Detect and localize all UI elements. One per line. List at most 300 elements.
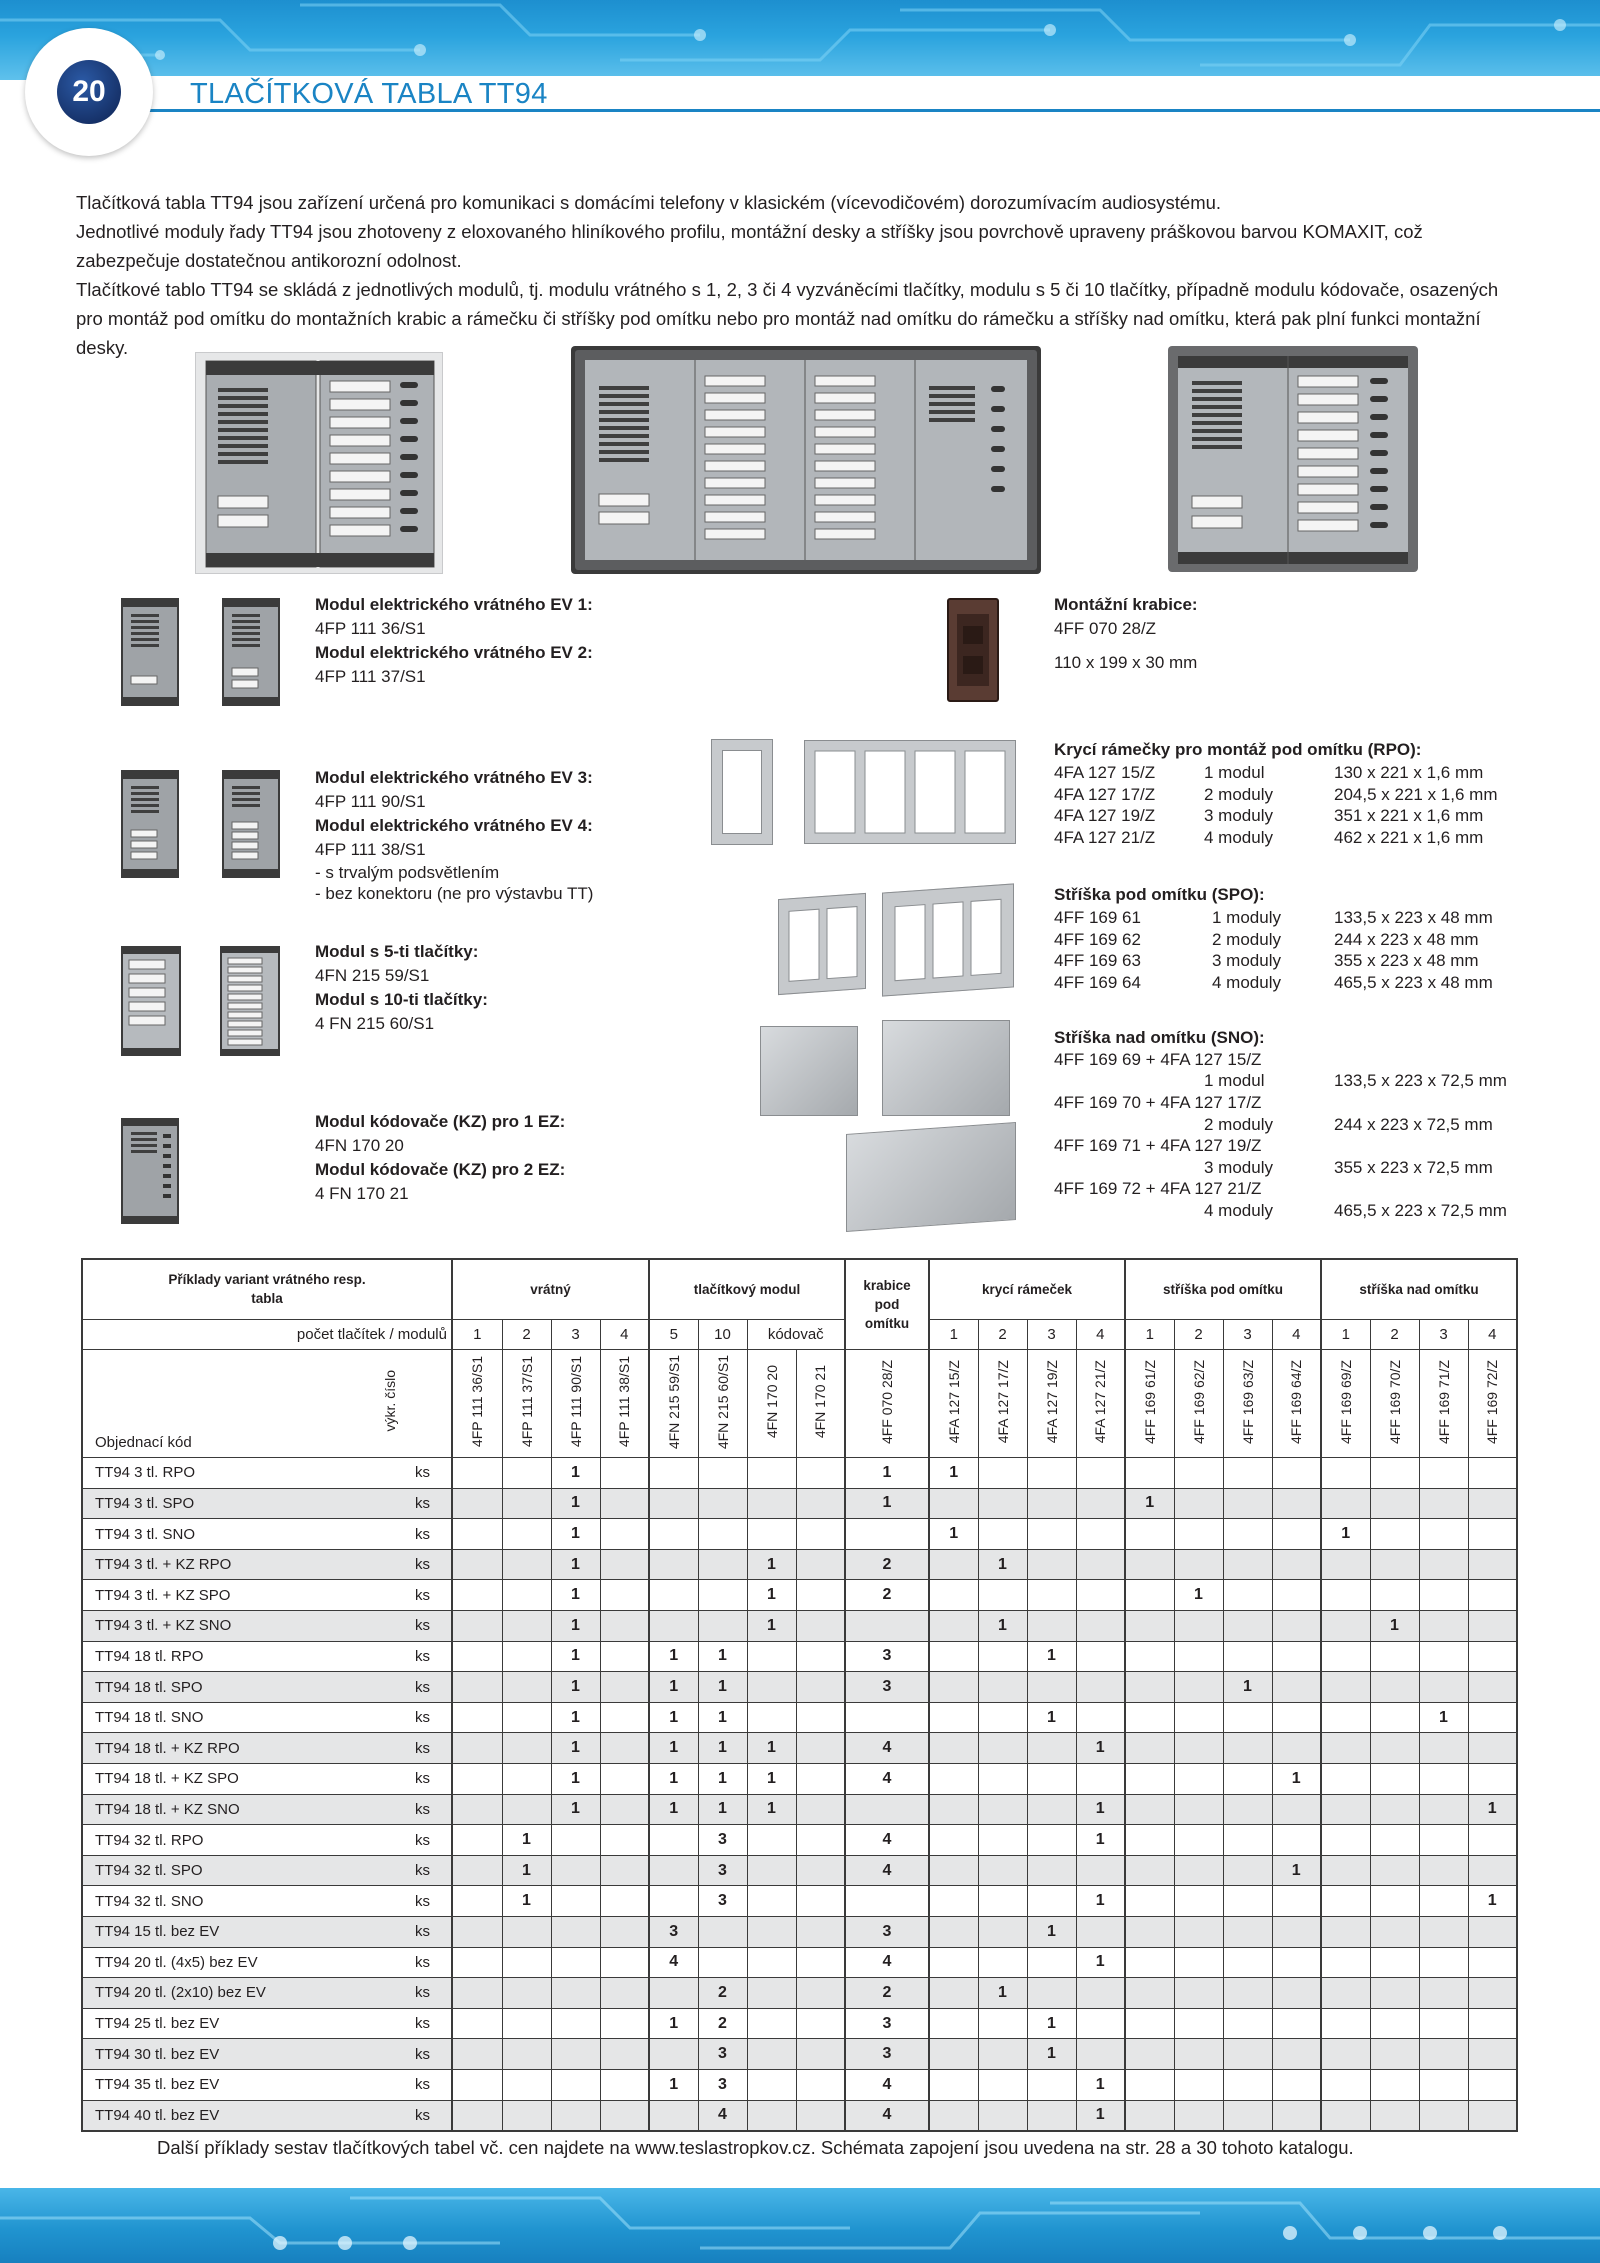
product-code-header [1468, 1350, 1517, 1458]
quantity-cell [649, 1488, 698, 1519]
product-code-header [698, 1350, 747, 1458]
quantity-cell: 3 [845, 2008, 929, 2039]
row-unit: ks [404, 1580, 452, 1611]
count-cell: 3 [1027, 1319, 1076, 1350]
quantity-cell: 1 [551, 1641, 600, 1672]
quantity-cell [1174, 2039, 1223, 2070]
quantity-cell [1272, 1672, 1321, 1703]
quantity-cell: 3 [698, 2039, 747, 2070]
quantity-cell [1174, 1519, 1223, 1550]
quantity-cell [502, 1764, 551, 1795]
quantity-cell [978, 1519, 1027, 1550]
quantity-cell [1223, 1764, 1272, 1795]
quantity-cell [1125, 2069, 1174, 2100]
variants-table [81, 1258, 1518, 2132]
quantity-cell [1321, 2008, 1370, 2039]
quantity-cell [551, 1825, 600, 1856]
product-code-header [929, 1350, 978, 1458]
quantity-cell [502, 2100, 551, 2131]
quantity-cell [978, 1886, 1027, 1917]
row-label: TT94 32 tl. SNO [82, 1886, 404, 1917]
quantity-cell [1174, 1458, 1223, 1489]
quantity-cell: 1 [551, 1519, 600, 1550]
quantity-cell: 4 [845, 1947, 929, 1978]
quantity-cell [1076, 1978, 1125, 2009]
table-row [82, 1641, 1517, 1672]
quantity-cell [845, 1611, 929, 1642]
row-label: TT94 40 tl. bez EV [82, 2100, 404, 2131]
quantity-cell [1027, 1825, 1076, 1856]
quantity-cell: 3 [698, 1886, 747, 1917]
row-label: TT94 3 tl. RPO [82, 1458, 404, 1489]
order-label: Objednací kód [95, 1434, 192, 1452]
quantity-cell: 3 [649, 1917, 698, 1948]
quantity-cell [1223, 1611, 1272, 1642]
table-row [82, 1886, 1517, 1917]
product-code: 4FP 111 36/S1 [469, 1356, 486, 1448]
count-cell: 1 [929, 1319, 978, 1350]
quantity-cell: 3 [845, 1917, 929, 1948]
quantity-cell [1272, 1886, 1321, 1917]
quantity-cell [1321, 1702, 1370, 1733]
quantity-cell [551, 2100, 600, 2131]
quantity-cell: 1 [649, 1794, 698, 1825]
quantity-cell: 3 [845, 2039, 929, 2070]
quantity-cell: 1 [551, 1488, 600, 1519]
quantity-cell: 4 [698, 2100, 747, 2131]
product-code-header [1370, 1350, 1419, 1458]
quantity-cell: 4 [845, 1825, 929, 1856]
spec-row: 4FA 127 15/Z 1 modul 130 x 221 x 1,6 mm [1054, 763, 1484, 782]
quantity-cell [929, 1702, 978, 1733]
quantity-cell [747, 2008, 796, 2039]
quantity-cell [747, 1947, 796, 1978]
quantity-cell [452, 2069, 502, 2100]
quantity-cell [1027, 1672, 1076, 1703]
quantity-cell [1027, 1519, 1076, 1550]
quantity-cell: 1 [551, 1733, 600, 1764]
quantity-cell [1370, 1672, 1419, 1703]
quantity-cell [1174, 1488, 1223, 1519]
quantity-cell [600, 1794, 649, 1825]
row-label: TT94 18 tl. + KZ SPO [82, 1764, 404, 1795]
quantity-cell: 1 [649, 1733, 698, 1764]
quantity-cell [1076, 1855, 1125, 1886]
quantity-cell: 1 [1076, 1825, 1125, 1856]
quantity-cell [929, 1794, 978, 1825]
quantity-cell [1370, 1855, 1419, 1886]
quantity-cell [698, 1458, 747, 1489]
count-cell: 3 [1223, 1319, 1272, 1350]
quantity-cell [452, 1825, 502, 1856]
quantity-cell [1370, 1580, 1419, 1611]
cover-sno-1-photo [760, 1026, 858, 1116]
quantity-cell [1125, 1702, 1174, 1733]
table-row [82, 1764, 1517, 1795]
quantity-cell: 1 [929, 1519, 978, 1550]
quantity-cell [1125, 1733, 1174, 1764]
quantity-cell: 4 [649, 1947, 698, 1978]
quantity-cell [1272, 1549, 1321, 1580]
quantity-cell: 1 [551, 1794, 600, 1825]
quantity-cell: 1 [1419, 1702, 1468, 1733]
quantity-cell [600, 2100, 649, 2131]
quantity-cell: 1 [1027, 1917, 1076, 1948]
quantity-cell [1370, 2008, 1419, 2039]
intro-paragraph: Tlačítkové tablo TT94 se skládá z jednotlivých modulů, tj. modulu vrátného s 1, 2, 3 či 4 vyzváněcími tlačítky, modulu s 5 či 10 tlačítky, případně modulu kódovače, osazených pro montáž pod omítku do montažních krabic a rámečku či stříšky pod omítku nebo pro montáž nad omítku do rámečku a stříšky nad omítku, která pak plní funkci montažní desky. [76, 279, 1499, 358]
module-note: - s trvalým podsvětlením [315, 863, 500, 882]
row-label: TT94 30 tl. bez EV [82, 2039, 404, 2070]
quantity-cell [1223, 1825, 1272, 1856]
quantity-cell [1174, 1855, 1223, 1886]
quantity-cell [796, 1917, 845, 1948]
quantity-cell: 1 [1076, 2069, 1125, 2100]
quantity-cell [978, 1580, 1027, 1611]
table-row [82, 1978, 1517, 2009]
quantity-cell [1272, 2069, 1321, 2100]
quantity-cell [452, 1886, 502, 1917]
row-unit: ks [404, 1672, 452, 1703]
module-desc-ev12 [315, 593, 593, 689]
quantity-cell [1223, 1947, 1272, 1978]
quantity-cell [1419, 2069, 1468, 2100]
quantity-cell [1272, 1641, 1321, 1672]
table-row [82, 1488, 1517, 1519]
header-circuit-band [0, 0, 1600, 80]
quantity-cell [796, 1611, 845, 1642]
quantity-cell [452, 2008, 502, 2039]
frame-rpo-4-photo [804, 740, 1016, 844]
quantity-cell: 1 [747, 1611, 796, 1642]
quantity-cell [1223, 1641, 1272, 1672]
quantity-cell [551, 2008, 600, 2039]
quantity-cell [1076, 2039, 1125, 2070]
quantity-cell [747, 1702, 796, 1733]
quantity-cell [1125, 1611, 1174, 1642]
quantity-cell [502, 1611, 551, 1642]
quantity-cell [698, 1488, 747, 1519]
quantity-cell [1468, 1458, 1517, 1489]
module-photo-coder [121, 1118, 179, 1224]
quantity-cell [1370, 1764, 1419, 1795]
quantity-cell [1272, 1488, 1321, 1519]
quantity-cell [600, 2008, 649, 2039]
quantity-cell [1321, 1580, 1370, 1611]
spec-row: 3 moduly 355 x 223 x 72,5 mm [1204, 1157, 1493, 1177]
row-unit: ks [404, 1978, 452, 2009]
quantity-cell [1223, 1978, 1272, 2009]
quantity-cell [1272, 1825, 1321, 1856]
page-number: 20 [57, 60, 121, 124]
quantity-cell [600, 1549, 649, 1580]
quantity-cell [1223, 1549, 1272, 1580]
quantity-cell [649, 1519, 698, 1550]
product-code: 4FP 111 37/S1 [518, 1356, 535, 1448]
count-cell: 2 [502, 1319, 551, 1350]
quantity-cell [1223, 2008, 1272, 2039]
quantity-cell [1321, 1855, 1370, 1886]
quantity-cell [600, 1488, 649, 1519]
quantity-cell [452, 1549, 502, 1580]
quantity-cell [978, 1733, 1027, 1764]
row-label: TT94 3 tl. SPO [82, 1488, 404, 1519]
quantity-cell [929, 1672, 978, 1703]
quantity-cell [929, 1549, 978, 1580]
product-code-header [1027, 1350, 1076, 1458]
quantity-cell [1125, 1458, 1174, 1489]
module-code: 4 FN 170 21 [315, 1184, 409, 1203]
quantity-cell [452, 1733, 502, 1764]
quantity-cell [452, 1947, 502, 1978]
module-photo-5-buttons [121, 946, 181, 1056]
quantity-cell [929, 1886, 978, 1917]
quantity-cell [796, 1855, 845, 1886]
quantity-cell [452, 2100, 502, 2131]
spec-row: 4FF 169 63 3 moduly 355 x 223 x 48 mm [1054, 951, 1479, 970]
quantity-cell [845, 1702, 929, 1733]
quantity-cell [747, 1641, 796, 1672]
quantity-cell [1370, 1917, 1419, 1948]
quantity-cell [1076, 1917, 1125, 1948]
quantity-cell [1468, 1672, 1517, 1703]
quantity-cell [1272, 1458, 1321, 1489]
quantity-cell: 1 [502, 1855, 551, 1886]
intro-text [76, 188, 1526, 362]
table-row [82, 1519, 1517, 1550]
quantity-cell: 1 [1027, 1702, 1076, 1733]
quantity-cell [1125, 1917, 1174, 1948]
quantity-cell [1419, 1641, 1468, 1672]
mounting-box-photo [947, 598, 999, 702]
quantity-cell [1321, 1978, 1370, 2009]
quantity-cell [796, 1733, 845, 1764]
product-code-header [1272, 1350, 1321, 1458]
quantity-cell [929, 1825, 978, 1856]
product-code: 4FA 127 17/Z [994, 1359, 1011, 1444]
quantity-cell [502, 2039, 551, 2070]
quantity-cell [1321, 1549, 1370, 1580]
quantity-cell: 3 [845, 1672, 929, 1703]
quantity-cell: 1 [649, 1764, 698, 1795]
module-desc-ev34 [315, 766, 593, 904]
product-code-header [1419, 1350, 1468, 1458]
product-code-header [1223, 1350, 1272, 1458]
product-code: 4FF 169 63/Z [1239, 1359, 1256, 1444]
cover-spo-2-photo [778, 893, 866, 995]
quantity-cell [600, 1458, 649, 1489]
quantity-cell: 1 [747, 1580, 796, 1611]
quantity-cell: 4 [845, 1855, 929, 1886]
quantity-cell [1174, 1764, 1223, 1795]
quantity-cell [1076, 1764, 1125, 1795]
count-cell: 3 [1419, 1319, 1468, 1350]
quantity-cell [1321, 1488, 1370, 1519]
quantity-cell [929, 1917, 978, 1948]
quantity-cell: 1 [649, 1702, 698, 1733]
spec-row: 4FA 127 17/Z 2 moduly 204,5 x 221 x 1,6 mm [1054, 784, 1498, 804]
product-code: 4FA 127 15/Z [945, 1359, 962, 1444]
quantity-cell [1272, 2008, 1321, 2039]
quantity-cell [796, 1794, 845, 1825]
quantity-cell [1468, 1855, 1517, 1886]
quantity-cell [1419, 1733, 1468, 1764]
count-cell: kódovač [747, 1319, 845, 1350]
quantity-cell [1321, 1672, 1370, 1703]
quantity-cell [600, 1978, 649, 2009]
module-desc-buttons [315, 940, 488, 1036]
quantity-cell [1223, 1458, 1272, 1489]
quantity-cell [1125, 1549, 1174, 1580]
quantity-cell: 1 [1076, 1794, 1125, 1825]
quantity-cell [502, 1978, 551, 2009]
quantity-cell [1468, 2069, 1517, 2100]
sno-code: 4FF 169 71 + 4FA 127 19/Z [1054, 1136, 1262, 1156]
row-label: TT94 3 tl. + KZ SNO [82, 1611, 404, 1642]
quantity-cell [1125, 1672, 1174, 1703]
table-row [82, 1733, 1517, 1764]
module-code: 4FP 111 37/S1 [315, 667, 426, 686]
spec-row: 4FA 127 19/Z 3 moduly 351 x 221 x 1,6 mm [1054, 806, 1484, 825]
quantity-cell [796, 1458, 845, 1489]
quantity-cell: 1 [551, 1580, 600, 1611]
quantity-cell [600, 2039, 649, 2070]
accessory-sno [1054, 1027, 1534, 1222]
quantity-cell: 1 [1027, 1641, 1076, 1672]
product-code: 4FN 170 21 [812, 1365, 829, 1439]
group-header-spo: stříška pod omítku [1125, 1259, 1321, 1319]
quantity-cell [1223, 1733, 1272, 1764]
quantity-cell [929, 1580, 978, 1611]
circuit-pattern [0, 0, 1600, 80]
quantity-cell: 1 [1272, 1855, 1321, 1886]
quantity-cell [1125, 1825, 1174, 1856]
table-row [82, 1458, 1517, 1489]
quantity-cell [452, 1458, 502, 1489]
row-unit: ks [404, 1764, 452, 1795]
module-title: Modul elektrického vrátného EV 4: [315, 816, 593, 835]
quantity-cell [551, 1947, 600, 1978]
count-cell: 4 [1468, 1319, 1517, 1350]
quantity-cell [1027, 1733, 1076, 1764]
quantity-cell [1370, 1549, 1419, 1580]
quantity-cell [1272, 1978, 1321, 2009]
quantity-cell [1174, 2008, 1223, 2039]
module-photo-10-buttons [220, 946, 280, 1056]
product-code: 4FA 127 21/Z [1092, 1359, 1109, 1444]
row-unit: ks [404, 1733, 452, 1764]
table-row [82, 2039, 1517, 2070]
quantity-cell [452, 1611, 502, 1642]
quantity-cell [1125, 1641, 1174, 1672]
quantity-cell [452, 1641, 502, 1672]
quantity-cell [1174, 1947, 1223, 1978]
quantity-cell [929, 1947, 978, 1978]
quantity-cell [1223, 1794, 1272, 1825]
row-unit: ks [404, 1947, 452, 1978]
quantity-cell: 1 [551, 1611, 600, 1642]
quantity-cell: 2 [845, 1978, 929, 2009]
quantity-cell [1223, 1855, 1272, 1886]
spec-row: 4 moduly 465,5 x 223 x 72,5 mm [1204, 1201, 1507, 1221]
quantity-cell [978, 2008, 1027, 2039]
module-title: Modul kódovače (KZ) pro 2 EZ: [315, 1160, 566, 1179]
quantity-cell [1370, 1519, 1419, 1550]
cover-sno-4-photo [846, 1122, 1016, 1232]
quantity-cell [1419, 1672, 1468, 1703]
quantity-cell [1174, 1611, 1223, 1642]
quantity-cell [1076, 1549, 1125, 1580]
table-row [82, 2100, 1517, 2131]
spec-row: 1 modul 133,5 x 223 x 72,5 mm [1204, 1071, 1507, 1091]
quantity-cell [1027, 2069, 1076, 2100]
quantity-cell [1272, 1702, 1321, 1733]
quantity-cell [845, 1794, 929, 1825]
row-unit: ks [404, 1825, 452, 1856]
row-unit: ks [404, 1488, 452, 1519]
quantity-cell: 1 [1076, 1886, 1125, 1917]
accessory-title: Krycí rámečky pro montáž pod omítku (RPO): [1054, 740, 1422, 759]
quantity-cell: 4 [845, 2100, 929, 2131]
quantity-cell [1223, 1580, 1272, 1611]
quantity-cell [1321, 2039, 1370, 2070]
quantity-cell [1468, 1917, 1517, 1948]
unit-header [404, 1350, 452, 1458]
row-label: TT94 18 tl. SPO [82, 1672, 404, 1703]
quantity-cell [796, 1488, 845, 1519]
quantity-cell [1174, 1794, 1223, 1825]
quantity-cell [929, 1611, 978, 1642]
accessory-title: Montážní krabice: [1054, 595, 1198, 614]
quantity-cell [1468, 1549, 1517, 1580]
quantity-cell: 2 [698, 1978, 747, 2009]
quantity-cell: 1 [502, 1886, 551, 1917]
module-note: - bez konektoru (ne pro výstavbu TT) [315, 884, 594, 903]
quantity-cell [796, 1580, 845, 1611]
quantity-cell [929, 2008, 978, 2039]
count-cell: 4 [600, 1319, 649, 1350]
quantity-cell: 1 [698, 1702, 747, 1733]
quantity-cell [452, 1488, 502, 1519]
quantity-cell: 1 [929, 1458, 978, 1489]
count-cell: 1 [1321, 1319, 1370, 1350]
quantity-cell: 1 [649, 1641, 698, 1672]
product-code: 4FF 169 70/Z [1386, 1359, 1403, 1444]
quantity-cell [1468, 1978, 1517, 2009]
quantity-cell [502, 1794, 551, 1825]
quantity-cell [1174, 1825, 1223, 1856]
quantity-cell [1125, 1978, 1174, 2009]
quantity-cell: 1 [551, 1458, 600, 1489]
quantity-cell: 1 [551, 1672, 600, 1703]
quantity-cell [698, 1519, 747, 1550]
quantity-cell [796, 1641, 845, 1672]
quantity-cell [1174, 1549, 1223, 1580]
cover-sno-2-photo [882, 1020, 1010, 1116]
quantity-cell [452, 1978, 502, 2009]
quantity-cell [1125, 1580, 1174, 1611]
quantity-cell: 1 [1468, 1794, 1517, 1825]
quantity-cell [1125, 2100, 1174, 2131]
quantity-cell [1174, 1641, 1223, 1672]
footer-circuit-band [0, 2188, 1600, 2263]
quantity-cell: 1 [1027, 2039, 1076, 2070]
count-cell: 1 [452, 1319, 502, 1350]
quantity-cell [1321, 1917, 1370, 1948]
group-header-sno: stříška nad omítku [1321, 1259, 1517, 1319]
panel-photo-2-module-sno [1168, 346, 1418, 572]
quantity-cell [1321, 1947, 1370, 1978]
quantity-cell: 1 [978, 1611, 1027, 1642]
